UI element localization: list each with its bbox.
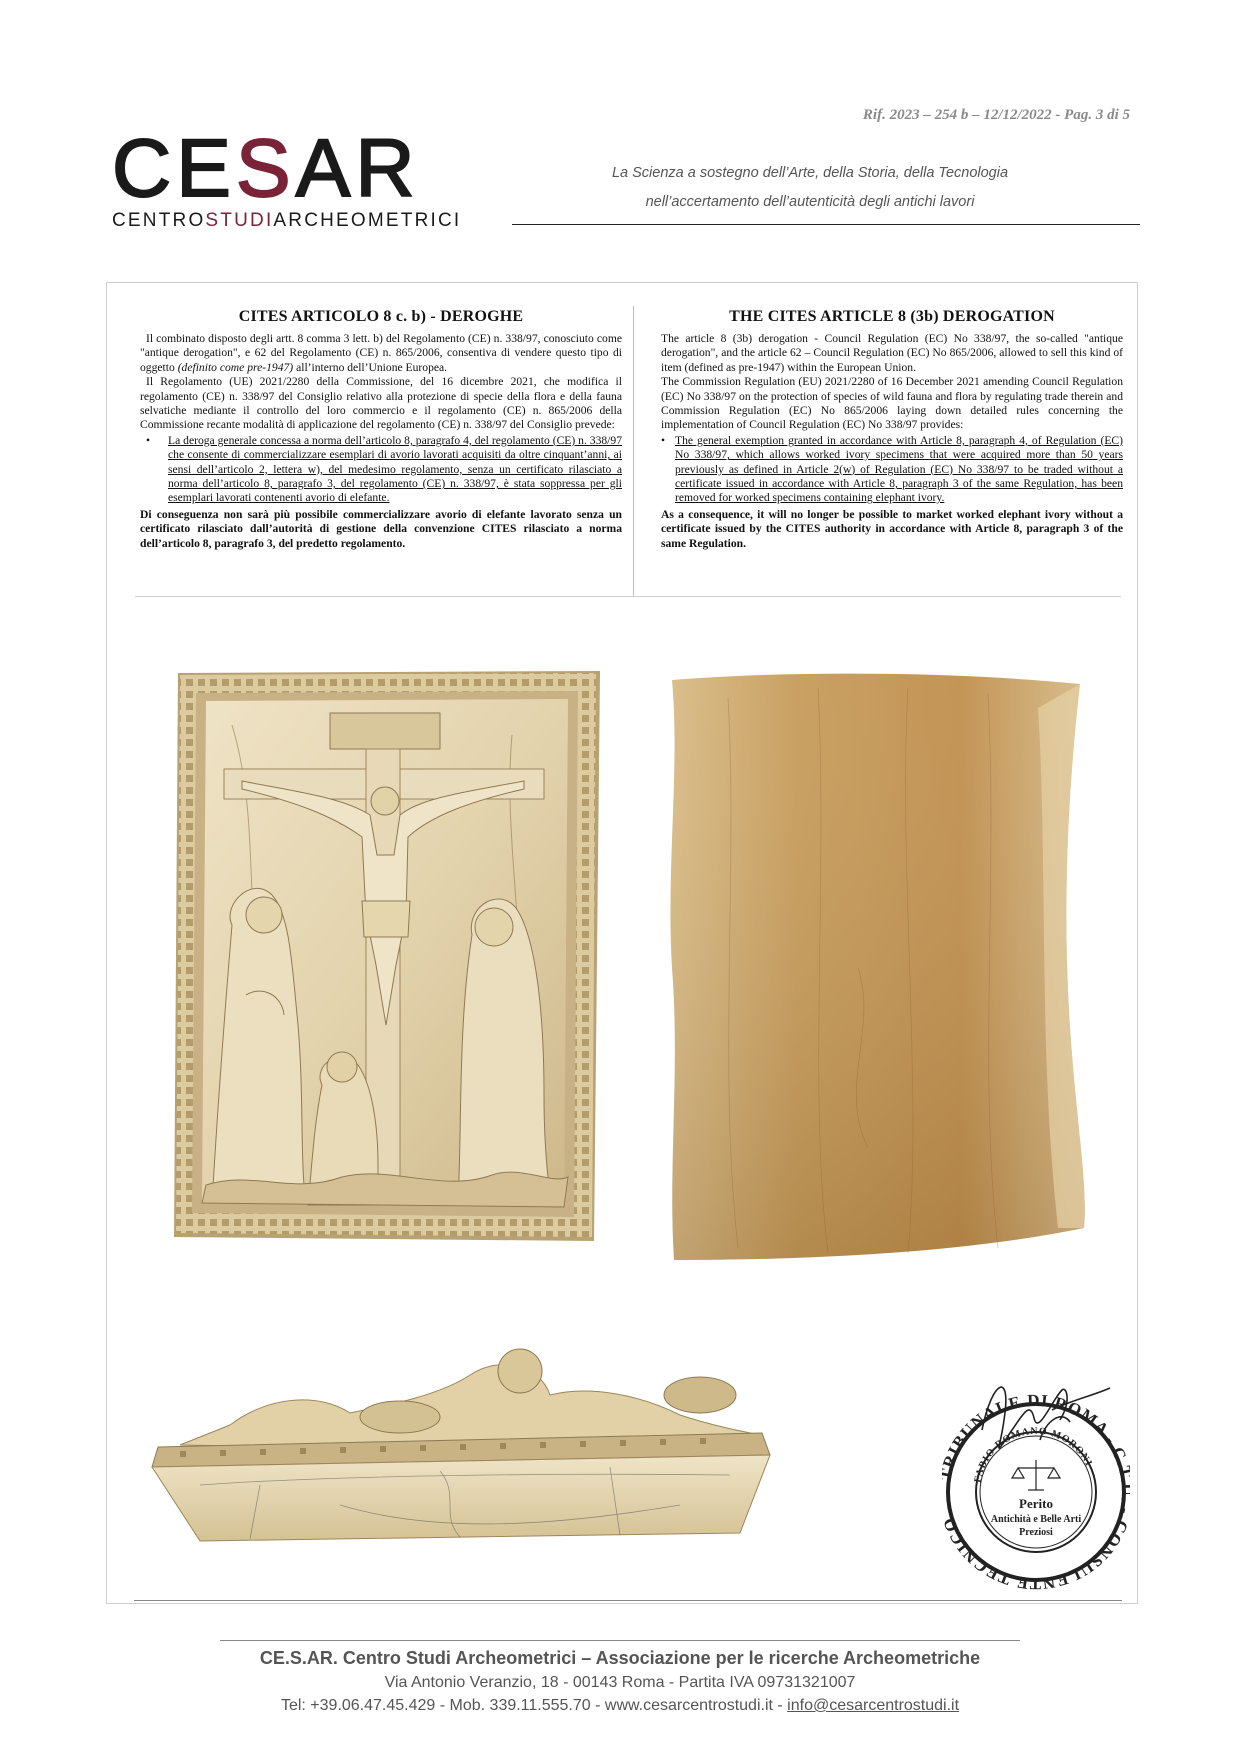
english-title: THE CITES ARTICLE 8 (3b) DEROGATION: [729, 308, 1055, 325]
seal-outer-text: IBUNALE DI ROMA - C CONSULENTE TECNIC: [944, 1390, 1130, 1590]
ivory-plaque-front-photo: [172, 665, 602, 1245]
seal-inner-name: FABIO ROMANO MORONI: [972, 1425, 1095, 1484]
footer-address: Via Antonio Veranzio, 18 - 00143 Roma - Partita IVA 09731321007: [384, 1674, 856, 1691]
expert-seal-stamp: [942, 1360, 1130, 1590]
page-reference: Rif. 2023 – 254 b – 12/12/2022 - Pag. 3 di 5: [862, 107, 1130, 123]
bullet-icon: •: [661, 433, 666, 447]
seal-specialty-2: Preziosi: [1019, 1527, 1053, 1538]
svg-text:FABIO ROMANO MORONI: [972, 1426, 1094, 1484]
section-divider: [135, 596, 1121, 597]
column-divider: [633, 306, 634, 596]
tagline-line-2: nell’accertamento dell’autenticità degli antichi lavori: [645, 194, 975, 210]
seal-title: Perito: [1019, 1496, 1053, 1511]
footer-organization: CE.S.AR. Centro Studi Archeometrici – Associazione per le ricerche Archeometriche: [259, 1648, 981, 1668]
english-column: [661, 308, 1123, 551]
scales-icon: [1012, 1460, 1060, 1490]
bottom-divider: [134, 1600, 1122, 1601]
cesar-logo: [112, 123, 472, 232]
english-bullet: • The general exemption granted in accordance with Article 8, paragraph 4, of Regulation (EC) No 338/97, which allows worked ivory specimens that were acquired more than 50 years previously as defined in Article 2(w) of Regulation (EC) No 338/97 to be traded without a certificate issued in accordance with Article 8, paragraph 3 of the same Regulation, has been removed for worked specimens containing elephant ivory.: [661, 433, 1123, 505]
ivory-plaque-back-photo: [658, 668, 1090, 1268]
italian-conclusion: Di conseguenza non sarà più possibile commercializzare avorio di elefante lavorato senza un certificato rilasciato dall’autorità di gestione della convenzione CITES rilasciato a norma dell’articolo 8, paragrafo 3, del predetto regolamento.: [140, 507, 622, 550]
italian-title: CITES ARTICOLO 8 c. b) - DEROGHE: [238, 308, 524, 325]
header-divider: [512, 224, 1140, 225]
english-paragraph-2: The Commission Regulation (EU) 2021/2280 of 16 December 2021 amending Council Regulation (EC) No 338/97 on the protection of species of wild fauna and flora by regulating trade therein and Commission Regulation (EC) No 865/2006 laying down detailed rules concerning the implementation of Council Regulation (EC) No 338/97 provides:: [661, 375, 1123, 432]
english-conclusion: As a consequence, it will no longer be possible to market worked elephant ivory without a certificate issued by the CITES authority in accordance with Article 8, paragraph 3 of the same Regulation.: [661, 507, 1123, 550]
tagline-line-1: La Scienza a sostegno dell’Arte, della Storia, della Tecnologia: [611, 165, 1009, 181]
logo-subtitle: CENTROSTUDIARCHEOMETRICI: [112, 210, 462, 231]
italian-paragraph-1: Il combinato disposto degli artt. 8 comma 3 lett. b) del Regolamento (CE) n. 338/97, conosciuto come "antique derogation", e 62 del Regolamento (CE) n. 865/2006, consentiva di vendere questo tipo di oggetto (definito come pre-1947) all’interno dell’Unione Europea.: [140, 332, 622, 374]
footer-email-link[interactable]: info@cesarcentrostudi.it: [787, 1697, 960, 1714]
logo-wordmark: CESAR: [112, 123, 420, 214]
ivory-plaque-edge-photo: [140, 1335, 778, 1545]
italian-column: [140, 308, 622, 551]
footer-divider: [220, 1640, 1020, 1641]
english-paragraph-1: The article 8 (3b) derogation - Council Regulation (EC) No 338/97, the so-called "antique derogation", and the article 62 – Council Regulation (EC) No 865/2006, allowed to sell this kind of item (defined as pre-1947) within the European Union.: [661, 332, 1123, 374]
footer-contacts: Tel: +39.06.47.45.429 - Mob. 339.11.555.70 - www.cesarcentrostudi.it - info@cesarcentrostudi.it: [280, 1697, 960, 1714]
italian-paragraph-2: Il Regolamento (UE) 2021/2280 della Commissione, del 16 dicembre 2021, che modifica il regolamento (CE) n. 338/97 del Consiglio relativo alla protezione di specie della flora e della fauna selvatiche mediante il controllo del loro commercio e il regolamento (CE) n. 865/2006 della Commissione recante modalità di applicazione del regolamento (CE) n. 338/97 del Consiglio prevede:: [140, 375, 622, 432]
italian-bullet: • La deroga generale concessa a norma dell’articolo 8, paragrafo 4, del regolamento (CE) n. 338/97 che consente di commercializzare esemplari di avorio lavorati acquisiti da oltre cinquant’anni, ai sensi dell’articolo 2, lettera w), del medesimo regolamento, senza un certificato rilasciato a norma dell’articolo 8, paragrafo 3, del regolamento (CE) n. 338/97, è stata soppressa per gli esemplari lavorati contenenti avorio di elefante.: [146, 433, 622, 505]
seal-specialty: Antichità e Belle Arti: [990, 1514, 1082, 1525]
bullet-icon: •: [146, 433, 151, 447]
